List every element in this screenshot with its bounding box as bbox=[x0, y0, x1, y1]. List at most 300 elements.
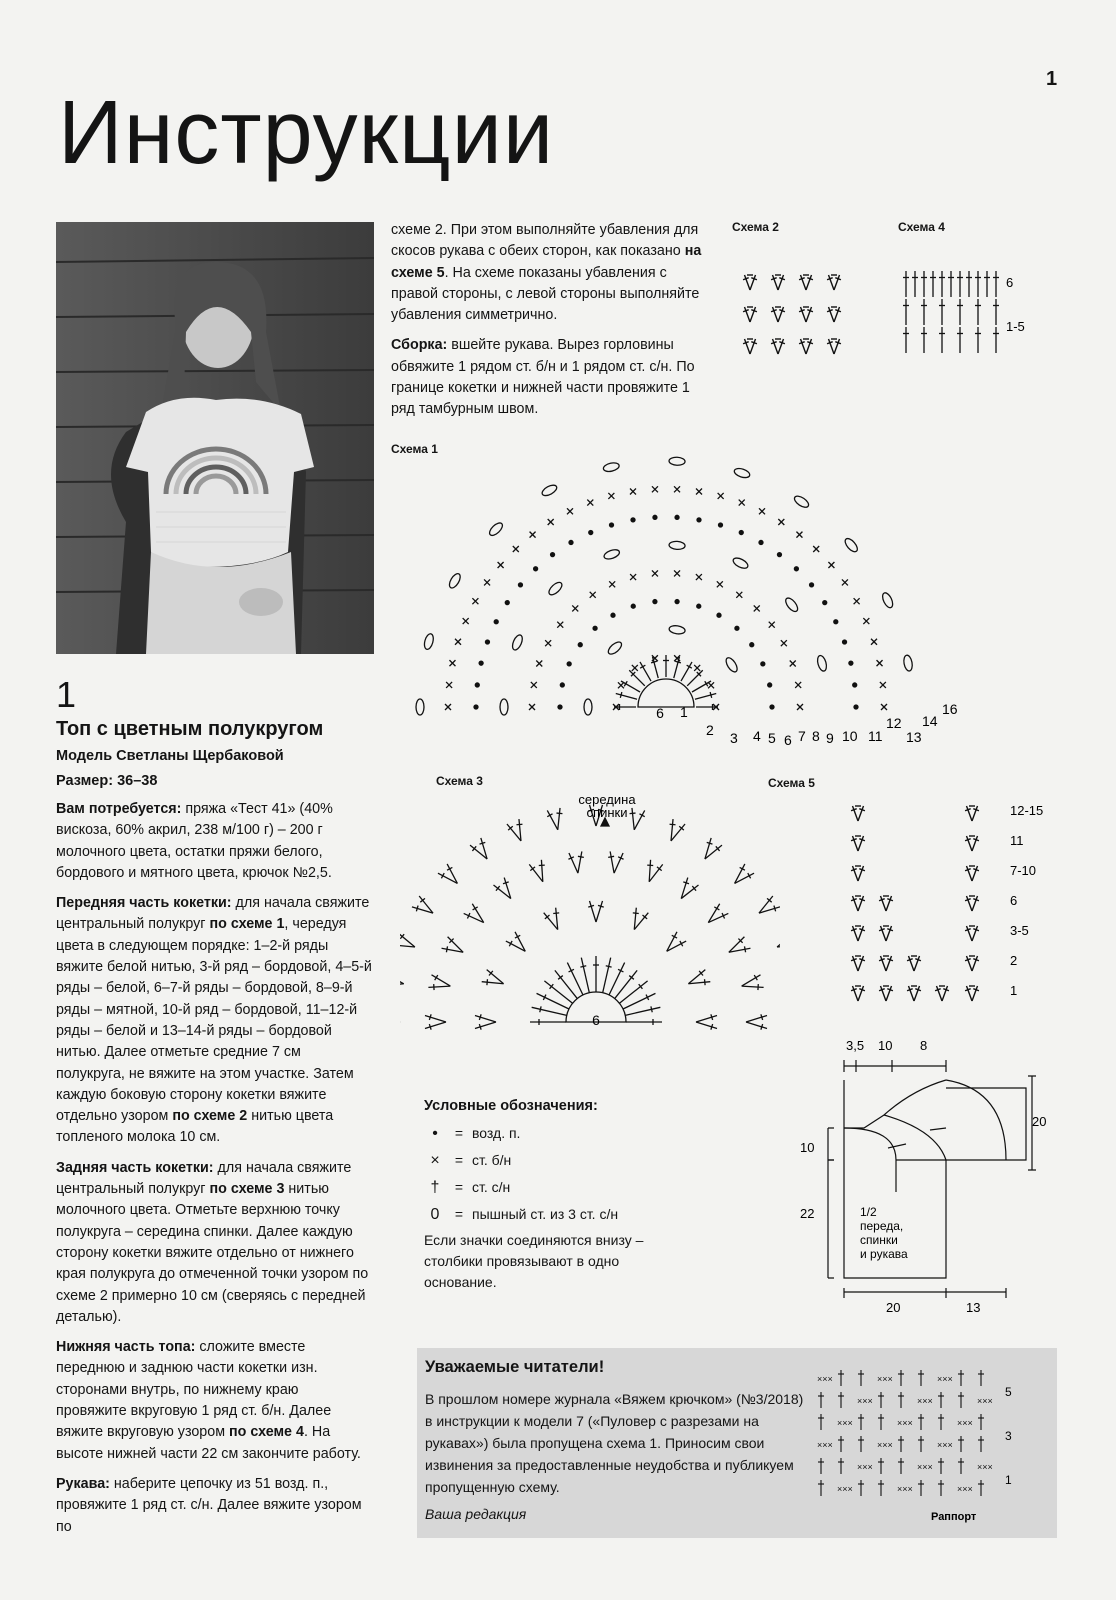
stitch-mark bbox=[907, 989, 913, 991]
chain-dot bbox=[777, 553, 781, 557]
stitch-mark bbox=[972, 836, 977, 851]
scheme5-row-label: 6 bbox=[1010, 893, 1018, 908]
stitch-mark bbox=[589, 901, 596, 922]
stitch-mark bbox=[853, 866, 858, 881]
pattern-inner: и рукава bbox=[860, 1247, 908, 1261]
scheme1-row-label: 8 bbox=[812, 728, 820, 744]
stitch-mark bbox=[683, 882, 689, 884]
puff-stitch bbox=[732, 556, 750, 570]
chain-dot bbox=[653, 600, 657, 604]
stitch-mark bbox=[972, 926, 977, 941]
stitch-mark bbox=[881, 986, 886, 1001]
stitch-mark bbox=[827, 342, 833, 344]
stitch-mark bbox=[942, 986, 947, 1001]
sc-mark: ××× bbox=[817, 1440, 833, 1450]
stitch-mark bbox=[972, 896, 977, 911]
stitch-mark bbox=[799, 342, 805, 344]
stitch-mark bbox=[909, 986, 914, 1001]
stitch-mark bbox=[858, 836, 863, 851]
stitch-mark bbox=[886, 926, 891, 941]
stitch-mark bbox=[853, 806, 858, 821]
stitch-mark bbox=[681, 662, 692, 681]
stitch-mark bbox=[479, 1014, 481, 1020]
stitch-mark bbox=[750, 275, 755, 290]
pattern-dim: 8 bbox=[920, 1038, 928, 1053]
stitch-mark bbox=[965, 959, 971, 961]
chain-dot bbox=[560, 683, 564, 687]
page-number: 1 bbox=[1046, 68, 1058, 90]
size: Размер: 36–38 bbox=[56, 773, 158, 789]
chain-dot bbox=[794, 567, 798, 571]
pattern-dim: 20 bbox=[1032, 1114, 1047, 1129]
notice-text: В прошлом номере журнала «Вяжем крючком» (№3/2018) в инструкции к модели 7 («Пуловер с разрезами на рукавах») была пропущена схема 1. Приносим свои извинения за предоставленные неудобства и публикуем пропущенную схему. bbox=[425, 1391, 804, 1495]
chain-dot bbox=[697, 604, 701, 608]
sc-mark: ××× bbox=[817, 1374, 833, 1384]
stitch-mark bbox=[675, 661, 681, 663]
stitch-mark bbox=[965, 869, 971, 871]
stitch-mark bbox=[834, 275, 839, 290]
chain-dot bbox=[578, 643, 582, 647]
scheme1-row-label: 2 bbox=[706, 722, 714, 738]
puff-stitch bbox=[511, 634, 525, 652]
sc-mark: ××× bbox=[937, 1440, 953, 1450]
scheme1-chart bbox=[388, 425, 968, 755]
stitch-mark bbox=[909, 956, 914, 971]
scheme3-chart bbox=[400, 790, 780, 1060]
stitch-mark bbox=[973, 839, 979, 841]
stitch-mark bbox=[774, 906, 776, 912]
stitch-mark bbox=[779, 310, 785, 312]
chain-dot bbox=[567, 662, 571, 666]
stitch-mark bbox=[619, 981, 647, 1003]
chain-dot bbox=[610, 523, 614, 527]
scheme1-row-label: 13 bbox=[906, 729, 922, 745]
legend-item: 0 = пышный ст. из 3 ст. с/н bbox=[430, 1206, 619, 1223]
stitch-mark bbox=[651, 661, 657, 663]
stitch-mark bbox=[529, 864, 543, 881]
stitch-mark bbox=[588, 905, 594, 907]
pattern-inner: 1/2 bbox=[860, 1205, 877, 1219]
stitch-mark bbox=[806, 307, 811, 322]
puff-stitch bbox=[669, 625, 686, 635]
stitch-mark bbox=[937, 986, 942, 1001]
stitch-mark bbox=[778, 275, 783, 290]
stitch-mark bbox=[578, 856, 584, 857]
chain-dot bbox=[768, 683, 772, 687]
pattern-inner: переда, bbox=[860, 1219, 904, 1233]
stitch-mark bbox=[887, 989, 893, 991]
legend-item: † = ст. с/н bbox=[430, 1179, 511, 1196]
stitch-mark bbox=[670, 824, 676, 825]
scheme3-label: Схема 3 bbox=[436, 774, 483, 788]
stitch-mark bbox=[707, 842, 713, 844]
sc-mark: ××× bbox=[917, 1462, 933, 1472]
chain-dot bbox=[518, 583, 522, 587]
puff-stitch bbox=[606, 640, 623, 657]
stitch-mark bbox=[881, 896, 886, 911]
stitch-mark bbox=[834, 339, 839, 354]
scheme1-row-label: 1 bbox=[680, 704, 688, 720]
stitch-mark bbox=[829, 275, 834, 290]
stitch-mark bbox=[972, 866, 977, 881]
stitch-mark bbox=[851, 989, 857, 991]
stitch-mark bbox=[935, 989, 941, 991]
stitch-mark bbox=[829, 339, 834, 354]
sc-mark: ××× bbox=[897, 1484, 913, 1494]
stitch-mark bbox=[853, 836, 858, 851]
sc-mark: ××× bbox=[857, 1462, 873, 1472]
notice-chart-row: 5 bbox=[1005, 1385, 1012, 1399]
stitch-mark bbox=[835, 278, 841, 280]
chain-dot bbox=[843, 640, 847, 644]
stitch-mark bbox=[630, 813, 636, 814]
scheme5-row-label: 3-5 bbox=[1010, 923, 1029, 938]
stitch-mark bbox=[744, 946, 745, 952]
stitch-mark bbox=[973, 809, 979, 811]
scheme3-center: 6 bbox=[592, 1012, 600, 1028]
stitch-mark bbox=[967, 986, 972, 1001]
stitch-mark bbox=[598, 905, 604, 907]
stitch-mark bbox=[859, 869, 865, 871]
stitch-mark bbox=[801, 275, 806, 290]
stitch-mark bbox=[416, 906, 418, 912]
chain-dot bbox=[631, 604, 635, 608]
stitch-mark bbox=[965, 929, 971, 931]
stitch-mark bbox=[914, 986, 919, 1001]
scheme5-row-label: 2 bbox=[1010, 953, 1018, 968]
stitch-mark bbox=[629, 670, 645, 686]
pattern-dim: 10 bbox=[800, 1140, 815, 1155]
stitch-mark bbox=[858, 866, 863, 881]
stitch-mark bbox=[569, 853, 578, 873]
sc-mark: ××× bbox=[957, 1484, 973, 1494]
legend-note: Если значки соединяются внизу – столбики провязывают в одно основание. bbox=[424, 1232, 644, 1290]
model-number: 1 bbox=[56, 674, 77, 715]
stitch-mark bbox=[695, 694, 716, 700]
stitch-mark bbox=[761, 1014, 763, 1020]
stitch-mark bbox=[853, 926, 858, 941]
stitch-mark bbox=[887, 899, 893, 901]
chain-dot bbox=[569, 540, 573, 544]
scheme3-note: спинки bbox=[586, 805, 628, 820]
para-assembly: Сборка: вшейте рукава. Вырез горловины обвяжите 1 рядом ст. б/н и 1 рядом ст. с/н. По границе кокетки и нижней части провяжите 1 ряд тамбурным швом. bbox=[391, 337, 695, 418]
stitch-mark bbox=[827, 278, 833, 280]
scheme1-row-label: 10 bbox=[842, 728, 858, 744]
stitch-mark bbox=[634, 913, 648, 930]
stitch-mark bbox=[745, 275, 750, 290]
puff-stitch bbox=[603, 548, 621, 561]
stitch-mark bbox=[671, 824, 685, 841]
stitch-mark bbox=[608, 856, 614, 857]
stitch-mark bbox=[914, 956, 919, 971]
para-lower-part: Нижняя часть топа: сложите вместе переднюю и заднюю части кокетки изн. сторонами внутрь, по нижнему краю провяжите вкруговую 1 ряд ст. б/н. Далее вяжите вкруговую узором по схеме 4. На высоте нижней части 22 см закончите работу. bbox=[56, 1339, 361, 1462]
chain-dot bbox=[834, 620, 838, 624]
stitch-mark bbox=[687, 670, 703, 686]
scheme1-row-label: 12 bbox=[886, 715, 902, 731]
stitch-mark bbox=[965, 899, 971, 901]
stitch-mark bbox=[881, 926, 886, 941]
stitch-mark bbox=[858, 926, 863, 941]
stitch-mark bbox=[778, 339, 783, 354]
stitch-mark bbox=[553, 913, 559, 914]
puff-stitch bbox=[669, 541, 686, 550]
notice-chart-row: 1 bbox=[1005, 1473, 1012, 1487]
scheme4-row-label: 6 bbox=[1006, 275, 1014, 290]
chain-dot bbox=[759, 540, 763, 544]
stitch-mark bbox=[625, 1007, 660, 1015]
stitch-mark bbox=[632, 808, 634, 830]
sc-mark: ××× bbox=[837, 1418, 853, 1428]
chain-dot bbox=[718, 523, 722, 527]
pattern-dim: 20 bbox=[886, 1300, 901, 1315]
stitch-mark bbox=[746, 1015, 767, 1022]
stitch-mark bbox=[886, 896, 891, 911]
stitch-mark bbox=[555, 970, 577, 998]
sc-mark: ××× bbox=[837, 1484, 853, 1494]
puff-stitch bbox=[843, 536, 860, 553]
puff-stitch bbox=[500, 699, 508, 715]
stitch-mark bbox=[834, 307, 839, 322]
chain-dot bbox=[853, 683, 857, 687]
stitch-mark bbox=[967, 926, 972, 941]
scheme1-center: 6 bbox=[656, 705, 664, 721]
stitch-mark bbox=[806, 339, 811, 354]
stitch-mark bbox=[751, 278, 757, 280]
scheme5-row-label: 11 bbox=[1010, 833, 1024, 848]
stitch-mark bbox=[541, 860, 542, 882]
chain-dot bbox=[770, 705, 774, 709]
stitch-mark bbox=[799, 278, 805, 280]
stitch-mark bbox=[799, 310, 805, 312]
stitch-mark bbox=[516, 824, 522, 825]
stitch-mark bbox=[973, 959, 979, 961]
stitch-mark bbox=[640, 662, 651, 681]
stitch-mark bbox=[915, 989, 921, 991]
chain-dot bbox=[593, 626, 597, 630]
stitch-mark bbox=[540, 1006, 541, 1012]
stitch-mark bbox=[634, 810, 644, 829]
legend-title: Условные обозначения: bbox=[424, 1098, 598, 1114]
stitch-mark bbox=[807, 310, 813, 312]
stitch-mark bbox=[851, 809, 857, 811]
chain-dot bbox=[558, 705, 562, 709]
puff-stitch bbox=[423, 633, 435, 651]
puff-stitch bbox=[669, 457, 685, 466]
stitch-mark bbox=[751, 342, 757, 344]
stitch-mark bbox=[965, 989, 971, 991]
stitch-mark bbox=[807, 342, 813, 344]
stitch-mark bbox=[967, 836, 972, 851]
stitch-mark bbox=[801, 307, 806, 322]
stitch-mark bbox=[972, 956, 977, 971]
stitch-mark bbox=[851, 959, 857, 961]
chain-dot bbox=[810, 583, 814, 587]
para-sleeves: Рукава: наберите цепочку из 51 возд. п., провяжите 1 ряд ст. с/н. Далее вяжите узором по bbox=[56, 1475, 362, 1535]
stitch-mark bbox=[649, 860, 650, 882]
chain-dot bbox=[631, 518, 635, 522]
stitch-mark bbox=[859, 959, 865, 961]
stitch-mark bbox=[688, 970, 705, 984]
notice-chart-label: Раппорт bbox=[931, 1511, 977, 1523]
stitch-mark bbox=[859, 839, 865, 841]
stitch-mark bbox=[773, 275, 778, 290]
stitch-mark bbox=[858, 986, 863, 1001]
stitch-mark bbox=[688, 982, 710, 984]
scheme3-note: середина bbox=[578, 792, 636, 807]
scheme5-row-label: 7-10 bbox=[1010, 863, 1037, 878]
stitch-mark bbox=[779, 342, 785, 344]
sc-mark: ××× bbox=[877, 1374, 893, 1384]
stitch-mark bbox=[507, 824, 521, 841]
stitch-mark bbox=[771, 278, 777, 280]
stitch-mark bbox=[967, 806, 972, 821]
stitch-mark bbox=[886, 956, 891, 971]
stitch-mark bbox=[806, 275, 811, 290]
pattern-dim: 22 bbox=[800, 1206, 815, 1221]
stitch-mark bbox=[777, 933, 780, 947]
stitch-mark bbox=[886, 986, 891, 1001]
scheme1-row-label: 7 bbox=[798, 728, 806, 744]
stitch-mark bbox=[858, 956, 863, 971]
scheme4-chart bbox=[900, 265, 1040, 357]
puff-stitch bbox=[584, 699, 592, 715]
stitch-mark bbox=[859, 929, 865, 931]
stitch-mark bbox=[859, 899, 865, 901]
stitch-mark bbox=[556, 908, 558, 930]
para-front-yoke: Передняя часть кокетки: для начала свяжите центральный полукруг по схеме 1, чередуя цвета в следующем порядке: 1–2-й ряды вяжите белой нитью, 3-й ряд – бордовой, 4–5-й ряды – белой, 6–7-й ряды – бордовой, 8–9-й ряды – мятной, 10-й ряд – бордовой, 11–12-й ряды – белой и 13–14-й ряды – бордовой нитью. Далее отметьте средние 7 см полукруга, не вяжите на этом участке. Затем каждую боковую сторону кокетки вяжите отдельно узором по схеме 2 нитью цвета топленого молока 10 см. bbox=[56, 895, 372, 1146]
stitch-mark bbox=[835, 342, 841, 344]
scheme5-row-label: 12-15 bbox=[1010, 803, 1044, 818]
stitch-mark bbox=[771, 342, 777, 344]
middle-column bbox=[391, 220, 707, 430]
center-ring bbox=[638, 679, 694, 707]
chain-dot bbox=[739, 531, 743, 535]
sc-mark: ××× bbox=[937, 1374, 953, 1384]
chain-dot bbox=[849, 661, 853, 665]
stitch-mark bbox=[771, 310, 777, 312]
stitch-mark bbox=[696, 1022, 717, 1029]
stitch-mark bbox=[671, 819, 673, 841]
para-sleeves-cont: схеме 2. При этом выполняйте убавления для скосов рукава с обеих сторон, как показано на схеме 5. На схеме показаны убавления с правой стороны, с левой стороны выполняйте убавления симметрично. bbox=[391, 222, 702, 324]
stitch-mark bbox=[887, 959, 893, 961]
stitch-mark bbox=[475, 1015, 496, 1022]
stitch-mark bbox=[711, 1014, 713, 1020]
chain-dot bbox=[611, 613, 615, 617]
stitch-mark bbox=[967, 866, 972, 881]
chain-dot bbox=[653, 515, 657, 519]
notice-chart-row: 3 bbox=[1005, 1429, 1012, 1443]
scheme2-chart bbox=[736, 268, 852, 364]
stitch-mark bbox=[578, 851, 582, 873]
chain-dot bbox=[675, 600, 679, 604]
stitch-mark bbox=[558, 808, 560, 830]
scheme1-row-label: 5 bbox=[768, 730, 776, 746]
chain-dot bbox=[761, 662, 765, 666]
stitch-mark bbox=[429, 1014, 431, 1020]
stitch-mark bbox=[967, 896, 972, 911]
stitch-mark bbox=[446, 946, 447, 952]
stitch-mark bbox=[649, 864, 663, 881]
stitch-mark bbox=[965, 839, 971, 841]
stitch-mark bbox=[400, 933, 415, 947]
chain-dot bbox=[717, 613, 721, 617]
chain-dot bbox=[485, 640, 489, 644]
stitch-mark bbox=[887, 929, 893, 931]
stitch-mark bbox=[743, 342, 749, 344]
stitch-mark bbox=[967, 956, 972, 971]
chain-dot bbox=[505, 601, 509, 605]
legend-item: • = возд. п. bbox=[432, 1125, 521, 1142]
stitch-mark bbox=[773, 307, 778, 322]
stitch-mark bbox=[696, 1015, 717, 1022]
sc-mark: ××× bbox=[977, 1396, 993, 1406]
stitch-mark bbox=[479, 1024, 481, 1030]
stitch-mark bbox=[580, 966, 586, 967]
legend bbox=[424, 1093, 694, 1293]
stitch-mark bbox=[973, 989, 979, 991]
sc-mark: ××× bbox=[977, 1462, 993, 1472]
stitch-mark bbox=[692, 681, 711, 692]
sc-mark: ××× bbox=[897, 1418, 913, 1428]
chain-dot bbox=[589, 531, 593, 535]
puff-stitch bbox=[547, 580, 564, 597]
puff-stitch bbox=[793, 494, 811, 509]
scheme5-chart bbox=[848, 795, 1068, 1015]
model-title: Топ с цветным полукругом bbox=[56, 718, 324, 740]
stitch-mark bbox=[851, 899, 857, 901]
stitch-mark bbox=[851, 869, 857, 871]
chain-dot bbox=[479, 661, 483, 665]
stitch-mark bbox=[544, 981, 572, 1003]
stitch-mark bbox=[858, 896, 863, 911]
scheme1-row-label: 9 bbox=[826, 730, 834, 746]
stitch-mark bbox=[750, 339, 755, 354]
notice-heading: Уважаемые читатели! bbox=[425, 1358, 605, 1376]
stitch-mark bbox=[973, 929, 979, 931]
stitch-mark bbox=[519, 819, 521, 841]
chain-dot bbox=[823, 601, 827, 605]
chain-dot bbox=[534, 567, 538, 571]
stitch-mark bbox=[761, 1024, 763, 1030]
stitch-mark bbox=[547, 810, 557, 829]
stitch-mark bbox=[633, 913, 639, 914]
stitch-mark bbox=[581, 958, 589, 993]
stitch-mark bbox=[853, 986, 858, 1001]
stitch-mark bbox=[778, 307, 783, 322]
stitch-mark bbox=[544, 913, 558, 930]
stitch-mark bbox=[711, 1024, 713, 1030]
stitch-mark bbox=[425, 1022, 446, 1029]
stitch-mark bbox=[556, 813, 562, 814]
stitch-mark bbox=[853, 896, 858, 911]
para-back-yoke: Задняя часть кокетки: для начала свяжите центральный полукруг по схеме 3 нитью молочного цвета. Отметьте верхнюю точку полукруга – середина спинки. Далее каждую сторону кокетки вяжите отдельно от нижнего края полукруга до отмеченной точки узором по схеме 2 примерно 10 см (сверяясь с передней деталью). bbox=[56, 1159, 369, 1325]
pattern-diagram bbox=[796, 1020, 1076, 1320]
stitch-mark bbox=[801, 339, 806, 354]
scheme1-row-label: 6 bbox=[784, 732, 792, 748]
notice-chart bbox=[811, 1368, 1041, 1528]
scheme1-row-label: 14 bbox=[922, 713, 938, 729]
chain-dot bbox=[697, 518, 701, 522]
stitch-mark bbox=[851, 839, 857, 841]
chain-dot bbox=[551, 553, 555, 557]
puff-stitch bbox=[724, 656, 739, 674]
page-title: Инструкции bbox=[58, 83, 555, 183]
stitch-mark bbox=[859, 989, 865, 991]
stitch-mark bbox=[746, 1022, 767, 1029]
stitch-mark bbox=[853, 956, 858, 971]
stitch-mark bbox=[616, 694, 637, 700]
stitch-mark bbox=[503, 882, 509, 884]
